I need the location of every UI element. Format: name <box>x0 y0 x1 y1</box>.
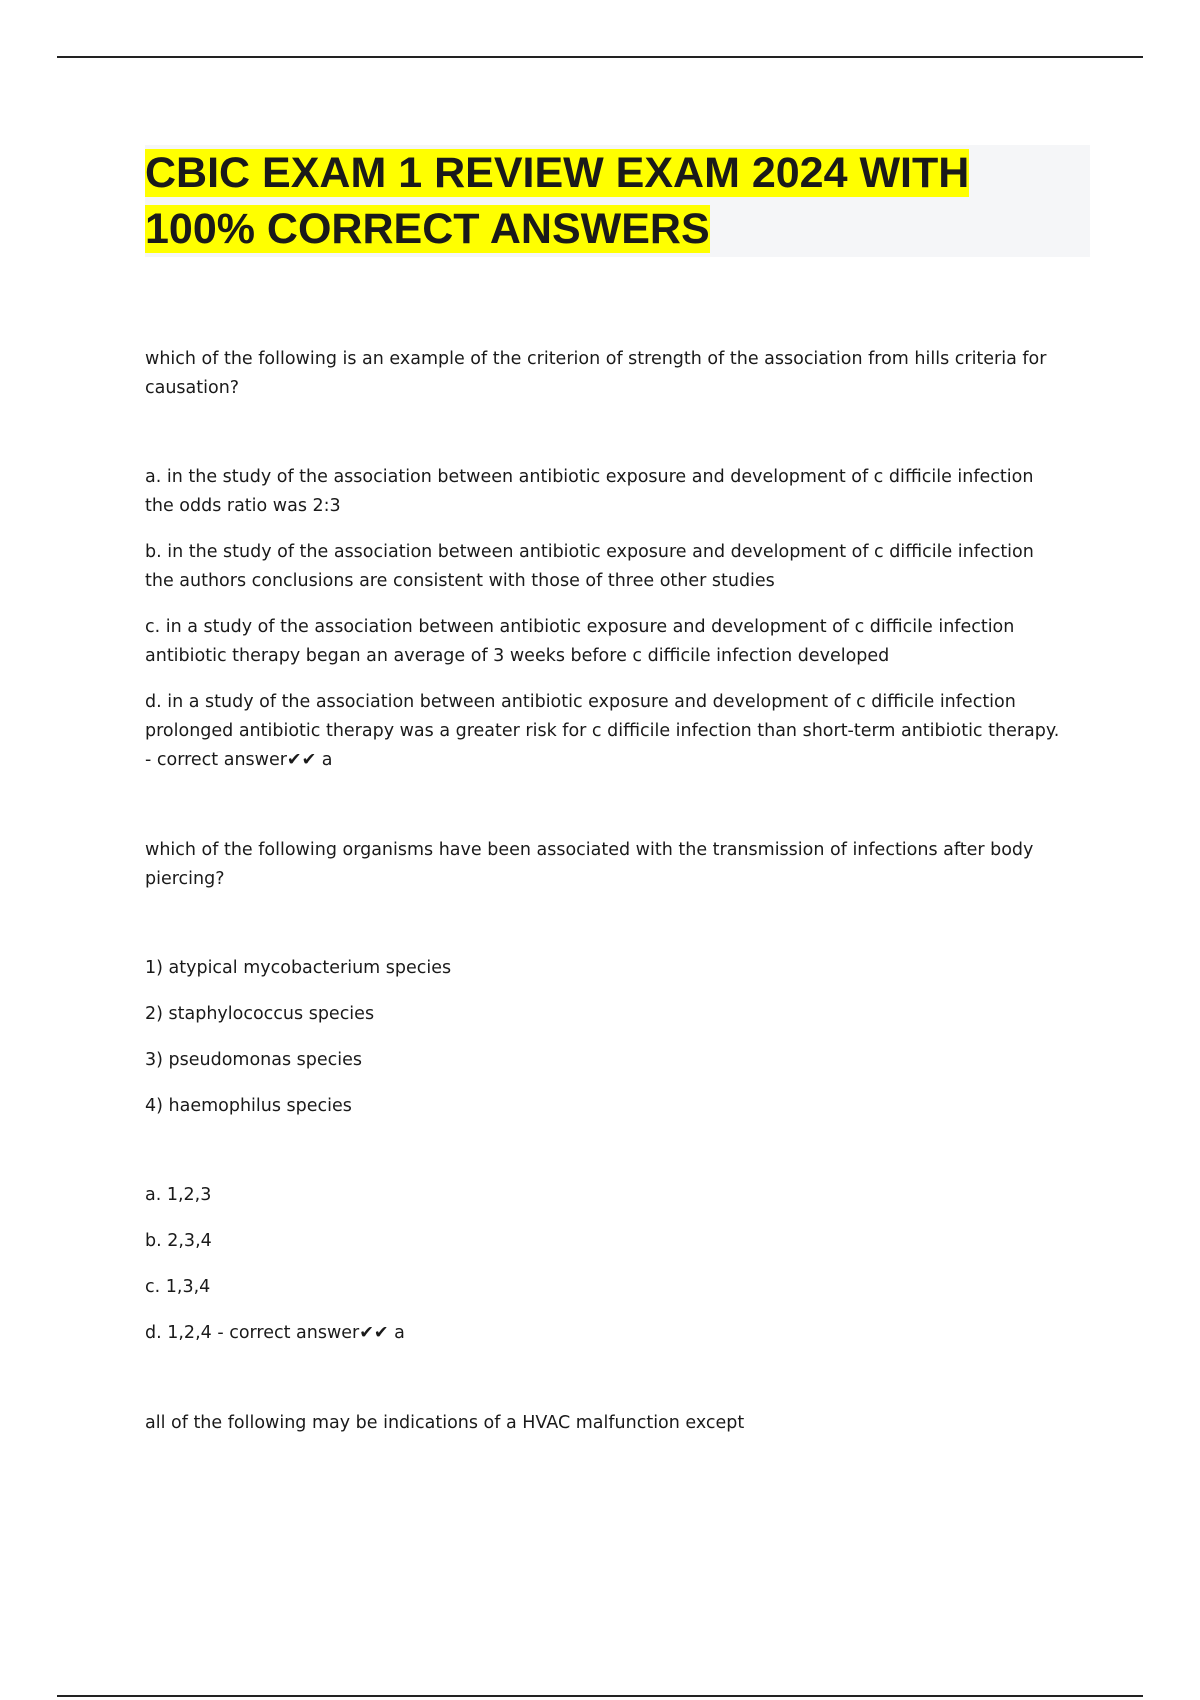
question-2-line-2: piercing? <box>145 869 225 889</box>
option-line: d. in a study of the association between antibiotic exposure and development of c difficile infection <box>145 692 1016 712</box>
document-body <box>145 145 1090 1438</box>
correct-answer: - correct answer✔✔ a <box>145 750 333 770</box>
option-line: c. in a study of the association between antibiotic exposure and development of c difficile infection <box>145 617 1015 637</box>
question-3: all of the following may be indications of a HVAC malfunction except <box>145 1413 745 1433</box>
question-2 <box>145 836 1090 894</box>
option-line: prolonged antibiotic therapy was a greater risk for c difficile infection than short-term antibiotic therapy. <box>145 721 1060 741</box>
question-2-choice-d: d. 1,2,4 - correct answer✔✔ a <box>145 1323 405 1343</box>
option-line: the odds ratio was 2:3 <box>145 496 341 516</box>
organism-item-4: 4) haemophilus species <box>145 1096 352 1116</box>
question-2-choice-b: b. 2,3,4 <box>145 1231 212 1251</box>
option-line: antibiotic therapy began an average of 3 weeks before c difficile infection developed <box>145 646 890 666</box>
question-2-choice-c: c. 1,3,4 <box>145 1277 211 1297</box>
organism-item-2: 2) staphylococcus species <box>145 1004 375 1024</box>
option-line: a. in the study of the association between antibiotic exposure and development of c difficile infection <box>145 467 1034 487</box>
top-rule <box>57 56 1143 58</box>
question-1-option-a <box>145 463 1090 521</box>
document-title <box>145 145 1090 257</box>
question-2-line-1: which of the following organisms have been associated with the transmission of infections after body <box>145 840 1034 860</box>
title-block <box>145 145 1090 257</box>
question-1 <box>145 345 1090 403</box>
question-1-option-c <box>145 613 1090 671</box>
option-line: b. in the study of the association between antibiotic exposure and development of c difficile infection <box>145 542 1034 562</box>
organism-item-1: 1) atypical mycobacterium species <box>145 958 452 978</box>
title-line-1: CBIC EXAM 1 REVIEW EXAM 2024 WITH <box>145 149 970 197</box>
option-line: the authors conclusions are consistent with those of three other studies <box>145 571 775 591</box>
question-1-option-b <box>145 538 1090 596</box>
question-1-line-1: which of the following is an example of the criterion of strength of the association from hills criteria for <box>145 349 1047 369</box>
bottom-rule <box>57 1695 1143 1697</box>
title-line-2: 100% CORRECT ANSWERS <box>145 205 710 253</box>
question-1-line-2: causation? <box>145 378 240 398</box>
question-2-choice-a: a. 1,2,3 <box>145 1185 212 1205</box>
question-1-option-d <box>145 688 1090 775</box>
organism-item-3: 3) pseudomonas species <box>145 1050 363 1070</box>
